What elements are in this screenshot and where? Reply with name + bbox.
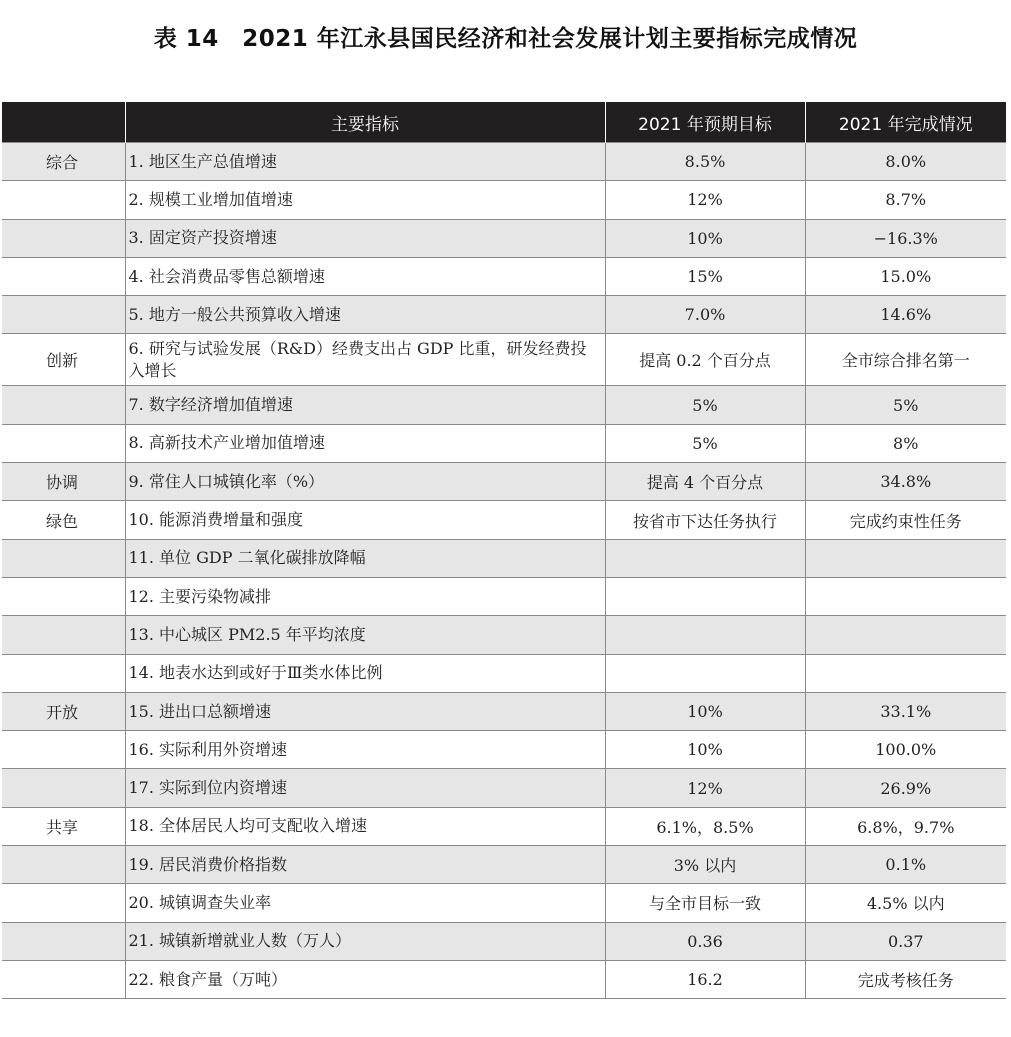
actual-cell: 14.6% — [805, 296, 1006, 334]
indicator-cell: 7. 数字经济增加值增速 — [125, 386, 605, 424]
indicator-cell: 3. 固定资产投资增速 — [125, 219, 605, 257]
table-row — [2, 334, 1006, 386]
target-cell: 6.1%，8.5% — [605, 807, 805, 845]
target-cell: 0.36 — [605, 922, 805, 960]
table-row — [2, 539, 1006, 577]
actual-cell: 完成考核任务 — [805, 960, 1006, 998]
target-cell: 7.0% — [605, 296, 805, 334]
actual-cell: 0.1% — [805, 846, 1006, 884]
actual-cell: 4.5% 以内 — [805, 884, 1006, 922]
table-row — [2, 257, 1006, 295]
indicator-cell: 20. 城镇调查失业率 — [125, 884, 605, 922]
category-cell: 综合 — [2, 143, 125, 181]
target-cell: 12% — [605, 769, 805, 807]
actual-cell: 6.8%，9.7% — [805, 807, 1006, 845]
actual-cell: 5% — [805, 386, 1006, 424]
target-cell — [605, 654, 805, 692]
table-row — [2, 922, 1006, 960]
indicator-cell: 19. 居民消费价格指数 — [125, 846, 605, 884]
category-cell — [2, 539, 125, 577]
indicator-cell: 4. 社会消费品零售总额增速 — [125, 257, 605, 295]
target-cell: 3% 以内 — [605, 846, 805, 884]
target-cell: 与全市目标一致 — [605, 884, 805, 922]
category-cell — [2, 654, 125, 692]
actual-cell: 全市综合排名第一 — [805, 334, 1006, 386]
indicator-cell: 13. 中心城区 PM2.5 年平均浓度 — [125, 616, 605, 654]
target-cell: 5% — [605, 424, 805, 462]
indicator-table — [2, 102, 1006, 999]
actual-cell: 15.0% — [805, 257, 1006, 295]
table-row — [2, 960, 1006, 998]
category-cell — [2, 577, 125, 615]
table-row — [2, 846, 1006, 884]
actual-cell: 33.1% — [805, 692, 1006, 730]
actual-cell — [805, 577, 1006, 615]
indicator-cell: 18. 全体居民人均可支配收入增速 — [125, 807, 605, 845]
indicator-cell: 5. 地方一般公共预算收入增速 — [125, 296, 605, 334]
indicator-cell: 14. 地表水达到或好于Ⅲ类水体比例 — [125, 654, 605, 692]
actual-cell — [805, 654, 1006, 692]
indicator-cell: 9. 常住人口城镇化率（%） — [125, 463, 605, 501]
table-title: 表 14 2021 年江永县国民经济和社会发展计划主要指标完成情况 — [153, 26, 858, 52]
indicator-cell: 17. 实际到位内资增速 — [125, 769, 605, 807]
actual-cell: 0.37 — [805, 922, 1006, 960]
indicator-cell: 21. 城镇新增就业人数（万人） — [125, 922, 605, 960]
table-row — [2, 731, 1006, 769]
category-cell — [2, 386, 125, 424]
actual-cell: 100.0% — [805, 731, 1006, 769]
header-actual: 2021 年完成情况 — [805, 102, 1006, 143]
table-body — [2, 143, 1006, 999]
category-cell — [2, 181, 125, 219]
indicator-cell: 15. 进出口总额增速 — [125, 692, 605, 730]
indicator-cell: 8. 高新技术产业增加值增速 — [125, 424, 605, 462]
category-cell — [2, 219, 125, 257]
table-row — [2, 884, 1006, 922]
category-cell — [2, 960, 125, 998]
table-row — [2, 577, 1006, 615]
category-cell — [2, 769, 125, 807]
indicator-cell: 16. 实际利用外资增速 — [125, 731, 605, 769]
table-row — [2, 219, 1006, 257]
category-cell: 绿色 — [2, 501, 125, 539]
table-row — [2, 424, 1006, 462]
actual-cell — [805, 539, 1006, 577]
category-cell — [2, 257, 125, 295]
target-cell: 16.2 — [605, 960, 805, 998]
indicator-cell: 11. 单位 GDP 二氧化碳排放降幅 — [125, 539, 605, 577]
target-cell: 5% — [605, 386, 805, 424]
actual-cell: 26.9% — [805, 769, 1006, 807]
target-cell: 提高 0.2 个百分点 — [605, 334, 805, 386]
category-cell — [2, 922, 125, 960]
actual-cell: 完成约束性任务 — [805, 501, 1006, 539]
target-cell — [605, 577, 805, 615]
category-cell — [2, 846, 125, 884]
category-cell: 共享 — [2, 807, 125, 845]
target-cell: 10% — [605, 219, 805, 257]
actual-cell: 8.7% — [805, 181, 1006, 219]
category-cell — [2, 616, 125, 654]
target-cell: 10% — [605, 731, 805, 769]
table-row — [2, 654, 1006, 692]
target-cell: 按省市下达任务执行 — [605, 501, 805, 539]
target-cell: 8.5% — [605, 143, 805, 181]
category-cell — [2, 731, 125, 769]
actual-cell: 34.8% — [805, 463, 1006, 501]
indicator-cell: 10. 能源消费增量和强度 — [125, 501, 605, 539]
table-row — [2, 143, 1006, 181]
category-cell — [2, 884, 125, 922]
target-cell: 10% — [605, 692, 805, 730]
actual-cell: 8% — [805, 424, 1006, 462]
target-cell — [605, 539, 805, 577]
category-cell: 创新 — [2, 334, 125, 386]
indicator-cell: 2. 规模工业增加值增速 — [125, 181, 605, 219]
header-target: 2021 年预期目标 — [605, 102, 805, 143]
header-category — [2, 102, 125, 143]
actual-cell — [805, 616, 1006, 654]
header-indicator: 主要指标 — [125, 102, 605, 143]
table-row — [2, 296, 1006, 334]
table-header — [2, 102, 1006, 143]
table-row — [2, 181, 1006, 219]
category-cell — [2, 296, 125, 334]
actual-cell: −16.3% — [805, 219, 1006, 257]
table-row — [2, 692, 1006, 730]
target-cell — [605, 616, 805, 654]
table-row — [2, 616, 1006, 654]
target-cell: 12% — [605, 181, 805, 219]
indicator-cell: 6. 研究与试验发展（R&D）经费支出占 GDP 比重，研发经费投入增长 — [125, 334, 605, 386]
indicator-cell: 1. 地区生产总值增速 — [125, 143, 605, 181]
category-cell: 开放 — [2, 692, 125, 730]
category-cell: 协调 — [2, 463, 125, 501]
target-cell: 15% — [605, 257, 805, 295]
indicator-cell: 22. 粮食产量（万吨） — [125, 960, 605, 998]
table-row — [2, 386, 1006, 424]
category-cell — [2, 424, 125, 462]
actual-cell: 8.0% — [805, 143, 1006, 181]
target-cell: 提高 4 个百分点 — [605, 463, 805, 501]
table-row — [2, 807, 1006, 845]
table-row — [2, 769, 1006, 807]
table-row — [2, 501, 1006, 539]
indicator-cell: 12. 主要污染物减排 — [125, 577, 605, 615]
table-row — [2, 463, 1006, 501]
